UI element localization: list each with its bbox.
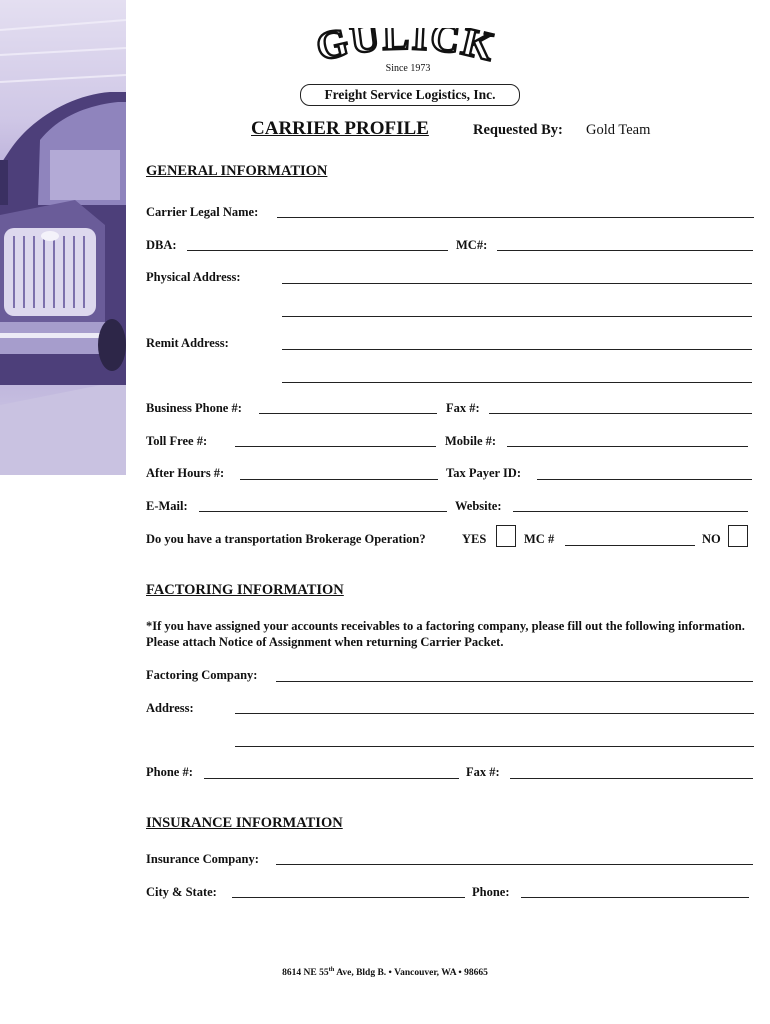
city-state-label: City & State: [146, 885, 217, 899]
factoring-phone-label: Phone #: [146, 765, 193, 779]
factoring-company-label: Factoring Company: [146, 668, 258, 682]
mc-number-field[interactable] [565, 545, 695, 546]
footer-address-sup: th [328, 966, 335, 973]
factoring-phone-field[interactable] [204, 778, 459, 779]
mc-number-label: MC # [524, 532, 555, 546]
yes-checkbox[interactable] [496, 525, 516, 547]
requested-by-value: Gold Team [586, 122, 651, 138]
website-field[interactable] [513, 511, 748, 512]
physical-address-field-1[interactable] [282, 283, 752, 284]
physical-address-label: Physical Address: [146, 270, 241, 284]
svg-text:GULICK: GULICK [311, 28, 501, 70]
factoring-note: *If you have assigned your accounts receivables to a factoring company, please fill out the following information. Please attach Notice of Assignment when returning Carrier Packet. [146, 619, 745, 649]
mobile-field[interactable] [507, 446, 748, 447]
toll-free-label: Toll Free #: [146, 434, 208, 448]
insurance-heading: INSURANCE INFORMATION [146, 815, 343, 831]
factoring-heading: FACTORING INFORMATION [146, 582, 344, 598]
general-heading: GENERAL INFORMATION [146, 163, 328, 179]
physical-address-field-2[interactable] [282, 316, 752, 317]
factoring-fax-field[interactable] [510, 778, 753, 779]
footer-address-end: Ave, Bldg B. • Vancouver, WA • 98665 [334, 968, 488, 979]
factoring-address-field-1[interactable] [235, 713, 754, 714]
carrier-legal-name-field[interactable] [277, 217, 754, 218]
insurance-company-label: Insurance Company: [146, 852, 259, 866]
truck-illustration [0, 0, 126, 475]
business-phone-field[interactable] [259, 413, 437, 414]
dba-label: DBA: [146, 238, 177, 252]
page-title: CARRIER PROFILE [251, 118, 429, 139]
remit-address-field-2[interactable] [282, 382, 752, 383]
after-hours-field[interactable] [240, 479, 438, 480]
requested-by-label: Requested By: [473, 122, 563, 138]
email-label: E-Mail: [146, 499, 188, 513]
company-banner: Freight Service Logistics, Inc. [300, 84, 520, 106]
fax-field[interactable] [489, 413, 752, 414]
insurance-phone-field[interactable] [521, 897, 749, 898]
factoring-fax-label: Fax #: [466, 765, 500, 779]
factoring-address-field-2[interactable] [235, 746, 754, 747]
remit-address-label: Remit Address: [146, 336, 229, 350]
remit-address-field-1[interactable] [282, 349, 752, 350]
tax-payer-id-label: Tax Payer ID: [446, 466, 521, 480]
yes-label: YES [462, 532, 487, 546]
footer-address-start: 8614 NE 55 [282, 968, 329, 979]
mc-field[interactable] [497, 250, 753, 251]
carrier-legal-name-label: Carrier Legal Name: [146, 205, 259, 219]
no-checkbox[interactable] [728, 525, 748, 547]
factoring-company-field[interactable] [276, 681, 753, 682]
footer-address [0, 966, 770, 978]
mc-label: MC#: [456, 238, 488, 252]
factoring-address-label: Address: [146, 701, 194, 715]
tax-payer-id-field[interactable] [537, 479, 752, 480]
brokerage-question: Do you have a transportation Brokerage Operation? [146, 532, 426, 546]
mobile-label: Mobile #: [445, 434, 497, 448]
business-phone-label: Business Phone #: [146, 401, 242, 415]
city-state-field[interactable] [232, 897, 465, 898]
insurance-company-field[interactable] [276, 864, 753, 865]
toll-free-field[interactable] [235, 446, 436, 447]
website-label: Website: [455, 499, 502, 513]
dba-field[interactable] [187, 250, 448, 251]
no-label: NO [702, 532, 721, 546]
insurance-phone-label: Phone: [472, 885, 510, 899]
after-hours-label: After Hours #: [146, 466, 225, 480]
logo-since: Since 1973 [385, 63, 431, 74]
truck-photo [0, 0, 126, 475]
email-field[interactable] [199, 511, 447, 512]
fax-label: Fax #: [446, 401, 480, 415]
